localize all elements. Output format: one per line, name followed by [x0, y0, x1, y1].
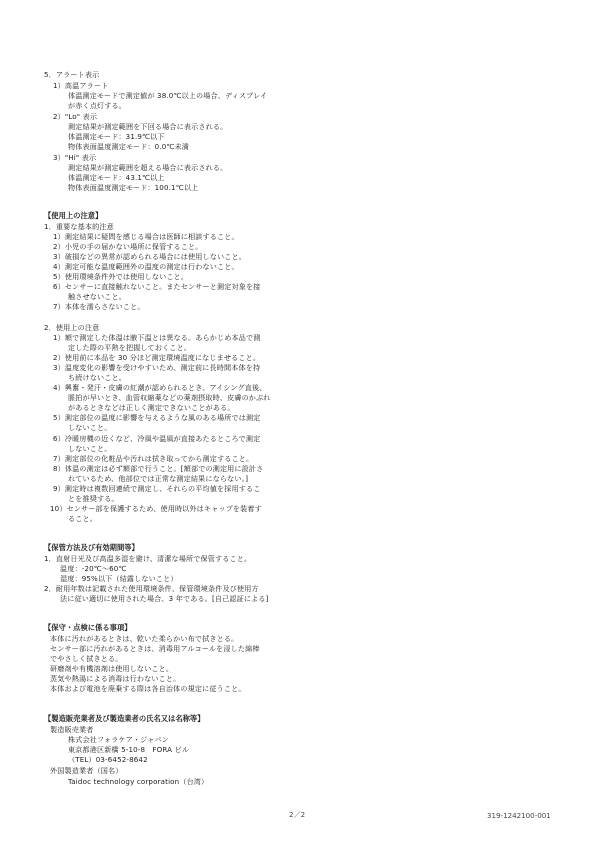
usage-general-line: 8）体温の測定は必ず額部で行うこと。[額部での測定用に設計さ	[53, 464, 264, 473]
document-code: 319-1242100-001	[487, 811, 551, 820]
usage-general-line: 脈拍が早いとき、血管収縮薬などの薬剤摂取時、皮膚のかぶれ	[68, 393, 271, 402]
usage-basic-line: 5）使用環境条件外では使用しないこと。	[53, 272, 189, 281]
usage-general-line: 4）興奮・発汗・皮膚の紅潮が認められるとき、アイシング直後、	[53, 383, 267, 392]
manufacturer-line: （TEL）03-6452-8642	[68, 755, 148, 764]
alert-line: 体温測定モード：43.1℃以上	[68, 173, 165, 182]
usage-general-line: ること。	[68, 514, 97, 523]
manufacturer-heading: 【製造販売業者及び製造業者の氏名又は名称等】	[44, 714, 205, 723]
maintenance-line: でやさしく拭きとる。	[50, 654, 123, 663]
alert-line: 物体表面温度測定モード：100.1℃以上	[68, 183, 199, 192]
maintenance-line: 研磨剤や有機溶剤は使用しないこと。	[50, 664, 174, 673]
usage-general-line: しないこと。	[68, 423, 112, 432]
usage-general-line: 10）センサー部を保護するため、使用時以外はキャップを装着す	[50, 504, 262, 513]
alert-line: 3）"Hi" 表示	[53, 153, 97, 162]
usage-general-line: 2）使用前に本品を 30 分ほど測定環境温度になじませること。	[53, 353, 261, 362]
usage-basic-line: 6）センサーに直接触れないこと。またセンサーと測定対象を接	[53, 282, 261, 291]
manufacturer-line: 株式会社フォラケア・ジャパン	[68, 735, 169, 744]
alert-line: 体温測定モード：31.9℃以下	[68, 132, 165, 141]
maintenance-line: センサー部に汚れがあるときは、消毒用アルコールを浸した綿棒	[50, 644, 260, 653]
usage-basic-line: 2）小児の手の届かない場所に保管すること。	[53, 242, 203, 251]
usage-general-line: 定した際の平熱を把握しておくこと。	[68, 343, 192, 352]
storage-line: 2．耐用年数は記載された使用環境条件、保管環境条件及び使用方	[44, 584, 259, 593]
usage-general-line: 5）測定部位の温度に影響を与えるような風のある場所では測定	[53, 413, 261, 422]
usage-general-line: 7）測定部位の化粧品や汚れは拭き取ってから測定すること。	[53, 454, 254, 463]
manufacturer-line: 外国製造業者（国名）	[50, 766, 123, 775]
usage-heading: 【使用上の注意】	[44, 211, 103, 220]
page-number: 2／2	[289, 810, 306, 819]
usage-basic-line: 触させないこと。	[68, 292, 126, 301]
alert-line: 物体表面温度測定モード：0.0℃未満	[68, 142, 189, 151]
usage-general-title: 2．使用上の注意	[44, 323, 100, 332]
usage-general-line: 9）測定時は複数回連続で測定し、それらの平均値を採用するこ	[53, 484, 261, 493]
manufacturer-line: 製造販売業者	[50, 725, 94, 734]
storage-line: 法に従い適切に使用された場合、3 年である。[自己認証による]	[60, 594, 269, 603]
maintenance-line: 本体および電池を廃棄する際は各自治体の規定に従うこと。	[50, 684, 246, 693]
manufacturer-line: 東京都港区新橋 5-10-8 FORA ビル	[68, 745, 190, 754]
usage-general-line: 3）温度変化の影響を受けやすいため、測定前に長時間本体を持	[53, 363, 261, 372]
usage-basic-line: 3）破損などの異常が認められる場合には使用しないこと。	[53, 252, 246, 261]
alert-line: 2）"Lo" 表示	[53, 112, 98, 121]
storage-line: 温度：-20℃～60℃	[60, 564, 127, 573]
usage-basic-line: 4）測定可能な温度範囲外の温度の測定は行わないこと。	[53, 262, 239, 271]
storage-heading: 【保管方法及び有効期間等】	[44, 543, 139, 552]
maintenance-heading: 【保守・点検に係る事項】	[44, 623, 132, 632]
usage-basic-line: 7）本体を濡らさないこと。	[53, 302, 145, 311]
maintenance-line: 本体に汚れがあるときは、乾いた柔らかい布で拭きとる。	[50, 634, 239, 643]
usage-general-line: とを推奨する。	[68, 494, 119, 503]
manufacturer-line: Taidoc technology corporation（台湾）	[68, 777, 209, 786]
storage-line: 湿度：95%以下（結露しないこと）	[60, 574, 178, 583]
usage-general-line: があるときなどは正しく測定できないことがある。	[68, 403, 235, 412]
usage-basic-title: 1．重要な基本的注意	[44, 222, 114, 231]
usage-general-line: ち続けないこと。	[68, 373, 126, 382]
alert-line: 体温測定モードで測定値が 38.0℃以上の場合、ディスプレイ	[68, 91, 268, 100]
alert-section-title: 5．アラート表示	[44, 70, 100, 79]
storage-line: 1．直射日光及び高温多湿を避け、清潔な場所で保管すること。	[44, 554, 252, 563]
alert-line: 測定結果が測定範囲を超える場合に表示される。	[68, 163, 228, 172]
alert-line: 測定結果が測定範囲を下回る場合に表示される。	[68, 122, 228, 131]
usage-general-line: れているため、他部位では正常な測定結果にならない。]	[68, 474, 249, 483]
usage-basic-line: 1）測定結果に疑問を感じる場合は医師に相談すること。	[53, 232, 239, 241]
usage-general-line: 1）額で測定した体温は腋下温とは異なる。あらかじめ本品で測	[53, 333, 261, 342]
alert-line: が赤く点灯する。	[68, 101, 126, 110]
maintenance-line: 蒸気や熱湯による消毒は行わないこと。	[50, 674, 181, 683]
usage-general-line: しないこと。	[68, 444, 112, 453]
usage-general-line: 6）冷暖房機の近くなど、冷風や温風が直接あたるところで測定	[53, 434, 261, 443]
alert-line: 1）高温アラート	[53, 81, 109, 90]
